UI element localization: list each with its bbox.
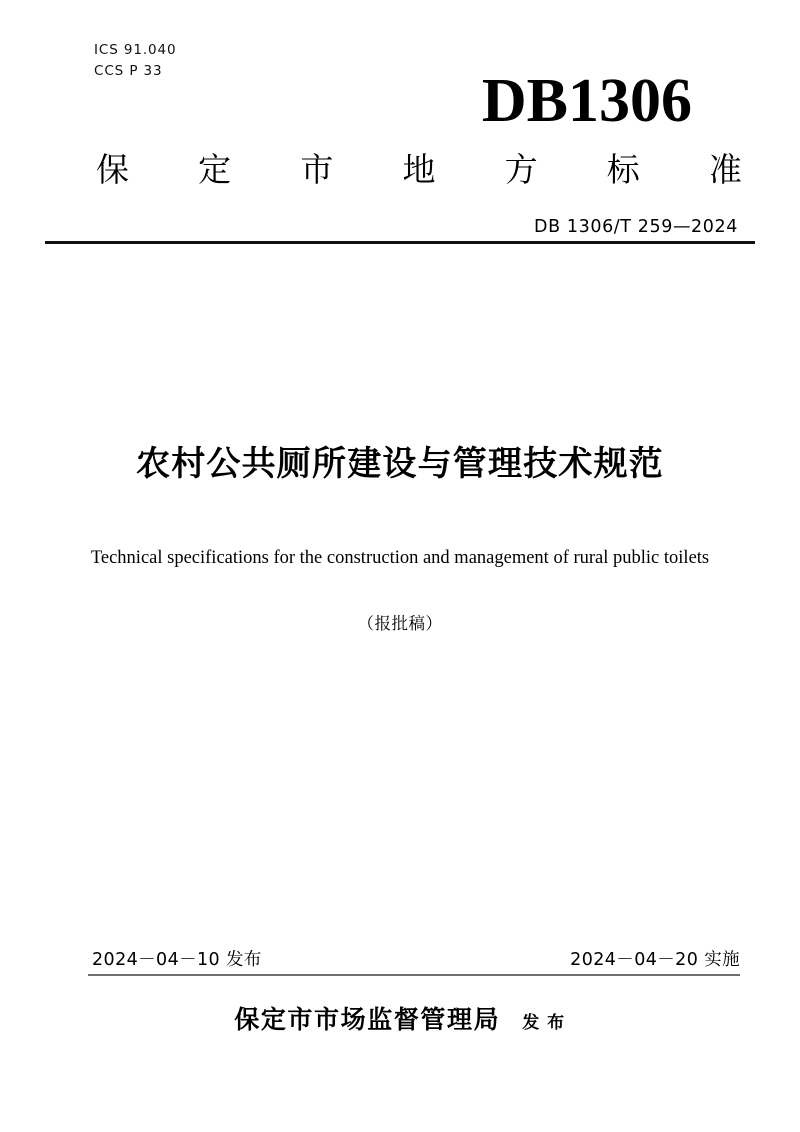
footer-divider-rule [88,974,740,976]
standard-kind-char: 定 [198,151,232,188]
publisher-verb: 发 布 [522,1013,566,1032]
draft-status-label: （报批稿） [357,614,443,633]
page-title-english: Technical specifications for the construction and management of rural public toilets [90,548,710,568]
ccs-code: CCS P 33 [94,62,163,79]
standard-kind-char: 准 [708,151,742,188]
standard-kind-char: 保 [96,151,129,188]
issue-date: 2024－04－10 发布 [92,950,262,970]
implementation-date: 2024－04－20 实施 [570,950,740,970]
page-title: 农村公共厕所建设与管理技术规范 [136,445,664,483]
standard-kind-char: 市 [300,151,334,188]
ics-code: ICS 91.040 [94,42,177,58]
standard-series-number: DB1306 [481,67,692,135]
standard-kind-char: 方 [504,151,538,188]
header-divider-rule [45,241,755,244]
publisher-line [0,1000,800,1036]
standard-kind-char: 标 [606,151,640,188]
classification-codes [94,40,177,82]
standard-kind-char: 地 [402,151,436,188]
dates-row [92,946,740,971]
standard-kind-heading [96,150,742,190]
standard-code: DB 1306/T 259—2024 [534,217,738,237]
publisher-name: 保定市市场监督管理局 [234,1006,501,1034]
